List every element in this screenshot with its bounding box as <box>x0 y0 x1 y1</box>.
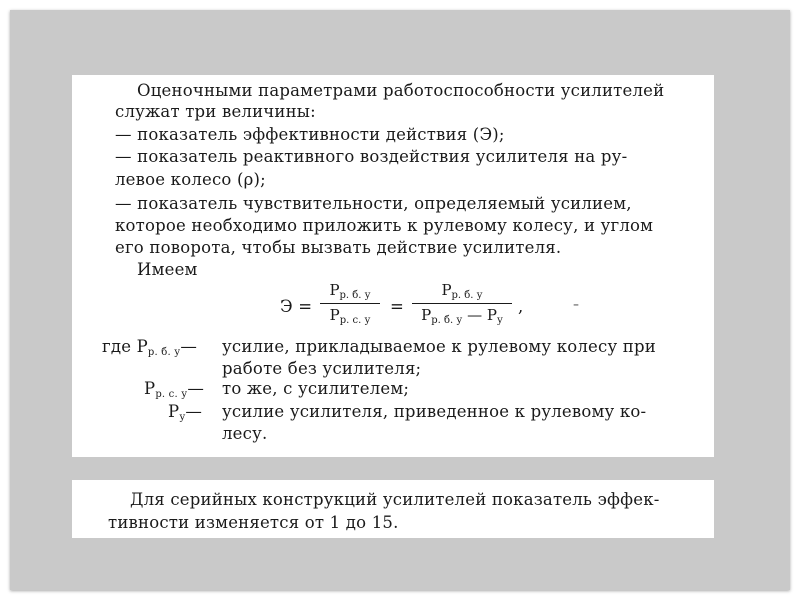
text-line: тивности изменяется от 1 до 15. <box>108 513 399 532</box>
formula-lhs: Э = <box>280 297 313 316</box>
definition-text: лесу. <box>222 424 268 443</box>
text-line: Имеем <box>137 260 198 279</box>
text-line: служат три величины: <box>115 102 316 121</box>
text-line: левое колесо (ρ); <box>115 170 266 189</box>
definition-row: $P_у—$ <box>168 402 203 423</box>
formula-equals: = <box>390 297 405 316</box>
definition-text: усилие, прикладываемое к рулевому колесу при <box>222 337 656 356</box>
formula-comma: , <box>518 297 524 316</box>
scanned-text-block-bottom <box>72 480 714 538</box>
text-line: его поворота, чтобы вызвать действие усилителя. <box>115 238 562 257</box>
definition-text: то же, с усилителем; <box>222 379 410 398</box>
fraction-2: $P_{р. б. у}$ $P_{р. б. у}$ — $P_у$ <box>412 281 512 326</box>
definition-row: $P_{р. с. у}—$ <box>144 379 205 400</box>
text-line: Оценочными параметрами работоспособности усилителей <box>137 81 665 100</box>
text-line: — показатель чувствительности, определяемый усилием, <box>115 194 632 213</box>
definition-row: где $P_{р. б. у}—$ <box>102 337 198 358</box>
definition-text: работе без усилителя; <box>222 359 422 378</box>
definition-text: усилие усилителя, приведенное к рулевому ко- <box>222 402 647 421</box>
text-line: которое необходимо приложить к рулевому колесу, и углом <box>115 216 654 235</box>
fraction-1: $P_{р. б. у}$ $P_{р. с. у}$ <box>320 281 380 326</box>
text-line: Для серийных конструкций усилителей показатель эффек- <box>130 490 660 509</box>
text-line: — показатель реактивного воздействия усилителя на ру- <box>115 147 628 166</box>
scan-mark: ¯ <box>572 301 580 320</box>
text-line: — показатель эффективности действия (Э); <box>115 125 505 144</box>
scanned-text-block-top <box>72 75 714 457</box>
